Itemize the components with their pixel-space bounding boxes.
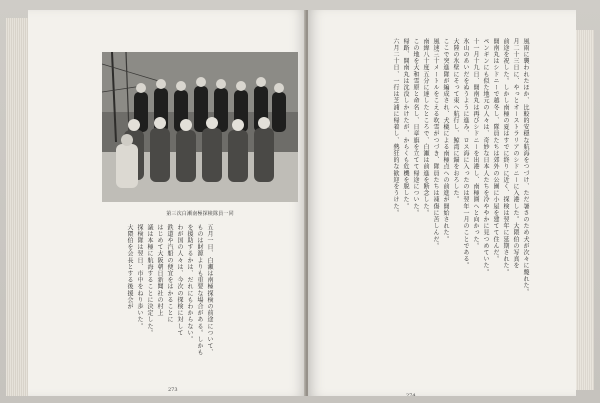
text-line: 探検隊は翌日、市中をねり歩いた。 — [136, 224, 143, 330]
text-line: 議は本極に航海することに決定した。 — [146, 224, 153, 337]
text-line: 帰路、開南丸は沈没しかけたが、からくも危機を脱した。 — [402, 38, 409, 210]
open-book — [6, 4, 594, 400]
text-line: ここで突進隊が編成され、犬橇による南極点への前進が開始された。 — [442, 38, 449, 243]
text-line: 風速三十メートルをこえる吹雪がつづき、隊員たちは凍傷に苦しんだ。 — [432, 38, 439, 250]
text-line: 大陸の氷壁にそって東へ航行し、鯨湾に錨をおろした。 — [452, 38, 459, 203]
right-page-body-text — [390, 38, 530, 360]
photo-caption: 第三次白瀬南極探検隊員一同 — [166, 211, 234, 217]
text-line: 大隈伯を会長とする後援会が — [126, 224, 133, 310]
text-line: 氷山のあいだをぬうように進み、ロス海に入ったのは翌年一月のことである。 — [462, 38, 469, 269]
right-page — [308, 10, 576, 396]
text-line: 南緯八十度五分に達したところで、白瀬は前進を断念した。 — [422, 38, 429, 217]
text-line: ものは財源よりも重要な場合がある。しかも — [196, 224, 203, 356]
right-page-number: 274 — [406, 393, 416, 396]
text-line: 月二十三日に、やっとオーストラリアのシドニーに入港した。大隈伯の写真を — [512, 38, 519, 269]
text-line: ペンギンにも似た地元の人々は、奇妙な日本人たちを冷ややかに見つめていた。 — [482, 38, 489, 276]
text-line: を援助するかは、だれにもわからない。 — [186, 224, 193, 343]
text-line: 風雨に襲われたほか、比較的安穏な航海をつづけ、ただ暑さのため犬が次々に斃れた。 — [522, 38, 529, 296]
expedition-group-photo — [102, 52, 298, 202]
left-page — [28, 10, 306, 396]
left-page-body-text — [124, 224, 214, 374]
text-line: 前途を祝した。しかし南極の夏はすでに終りに近く、探検は翌年に延期された。 — [502, 38, 509, 276]
text-line: はじめて大阪朝日新聞社の村上 — [156, 224, 163, 317]
text-line: 六月二十日、一行は芝浦に帰着し、熱狂的な歓迎をうけた。 — [392, 38, 399, 217]
text-line: 五月一日、白瀬は南極探検の前途について、 — [206, 224, 213, 356]
text-line: 十一月十九日、開南丸は再びシドニーを出港し、南極圏へと向かった。 — [472, 38, 479, 250]
text-line: わが国の人々は、今次の探検に対して — [176, 224, 183, 337]
text-line: 開南丸はシドニーで越冬し、隊員たちは郊外の公園に小屋を建てて住んだ。 — [492, 38, 499, 263]
left-page-number: 273 — [168, 387, 178, 393]
text-line: 鉄道や汽船の便宜をはかることに — [166, 224, 173, 323]
text-line: この地を大和雪原と命名し、日章旗を立てて帰途についた。 — [412, 38, 419, 217]
